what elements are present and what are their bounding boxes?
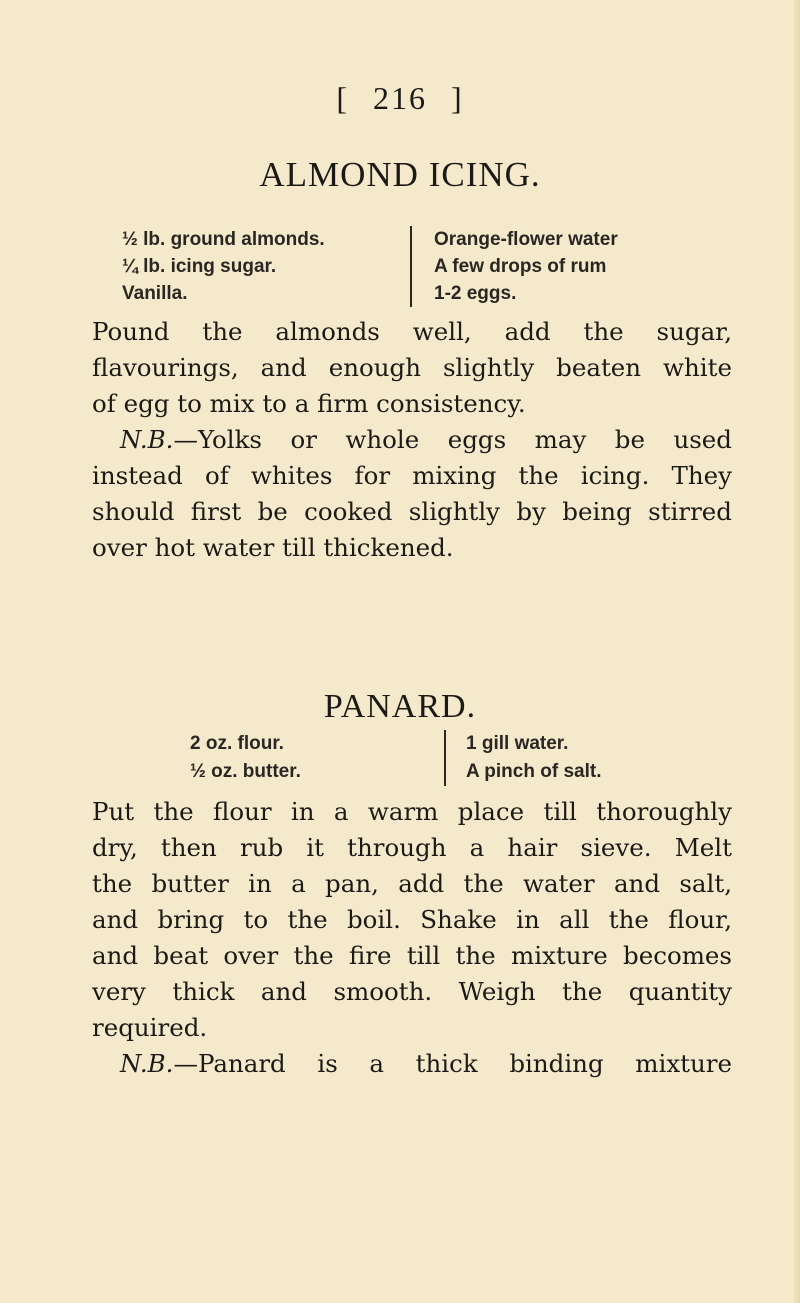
ingredients-right-column (412, 226, 618, 307)
note-label: N.B. (120, 425, 174, 454)
ingredients-left-column (190, 730, 446, 786)
text-line: and beat over the fire till the mixture becomes (92, 941, 732, 970)
ingredients-left-column (122, 226, 412, 307)
ingredient: Orange-flower water (434, 229, 618, 250)
text-line: and bring to the boil. Shake in all the flour, (92, 905, 732, 934)
page-edge (794, 0, 800, 1303)
text-line: dry, then rub it through a hair sieve. Melt (92, 833, 732, 862)
ingredient: 2 oz. flour. (190, 733, 284, 754)
recipe-title-almond-icing: ALMOND ICING. (259, 155, 541, 194)
text-line (92, 422, 732, 458)
recipe-title-panard: PANARD. (323, 688, 477, 725)
text-line: Put the flour in a warm place till thoroughly (92, 797, 732, 826)
text-line: the butter in a pan, add the water and salt, (92, 869, 732, 898)
note-text: —Yolks or whole eggs may be used (173, 425, 732, 454)
text-line: over hot water till thickened. (92, 533, 454, 562)
ingredients-almond-icing (122, 226, 618, 307)
note-text: —Panard is a thick binding mixture (173, 1049, 732, 1078)
text-line: very thick and smooth. Weigh the quantity (92, 977, 732, 1006)
text-line: flavourings, and enough slightly beaten white (92, 353, 732, 382)
ingredient: A few drops of rum (434, 256, 607, 277)
ingredient: 1-2 eggs. (434, 283, 517, 304)
note-paragraph-almond-icing (92, 422, 732, 566)
ingredient: A pinch of salt. (466, 761, 602, 782)
text-line: instead of whites for mixing the icing. They (92, 461, 732, 490)
ingredients-right-column (446, 730, 601, 786)
method-paragraph-almond-icing (92, 314, 732, 422)
ingredient: ½ lb. ground almonds. (122, 229, 325, 250)
ingredient: 1 gill water. (466, 733, 569, 754)
text-line: Pound the almonds well, add the sugar, (92, 317, 732, 346)
method-paragraph-panard (92, 794, 732, 1046)
ingredients-panard (190, 730, 601, 786)
ingredient: Vanilla. (122, 283, 188, 304)
note-paragraph-panard (92, 1046, 732, 1082)
ingredient: ¼ lb. icing sugar. (122, 256, 277, 277)
ingredient: ½ oz. butter. (190, 761, 301, 782)
text-line: required. (92, 1013, 208, 1042)
text-line: of egg to mix to a firm consistency. (92, 389, 526, 418)
text-line (92, 1046, 732, 1082)
note-label: N.B. (120, 1049, 174, 1078)
page-number: [ 216 ] (336, 80, 464, 116)
text-line: should first be cooked slightly by being stirred (92, 497, 732, 526)
